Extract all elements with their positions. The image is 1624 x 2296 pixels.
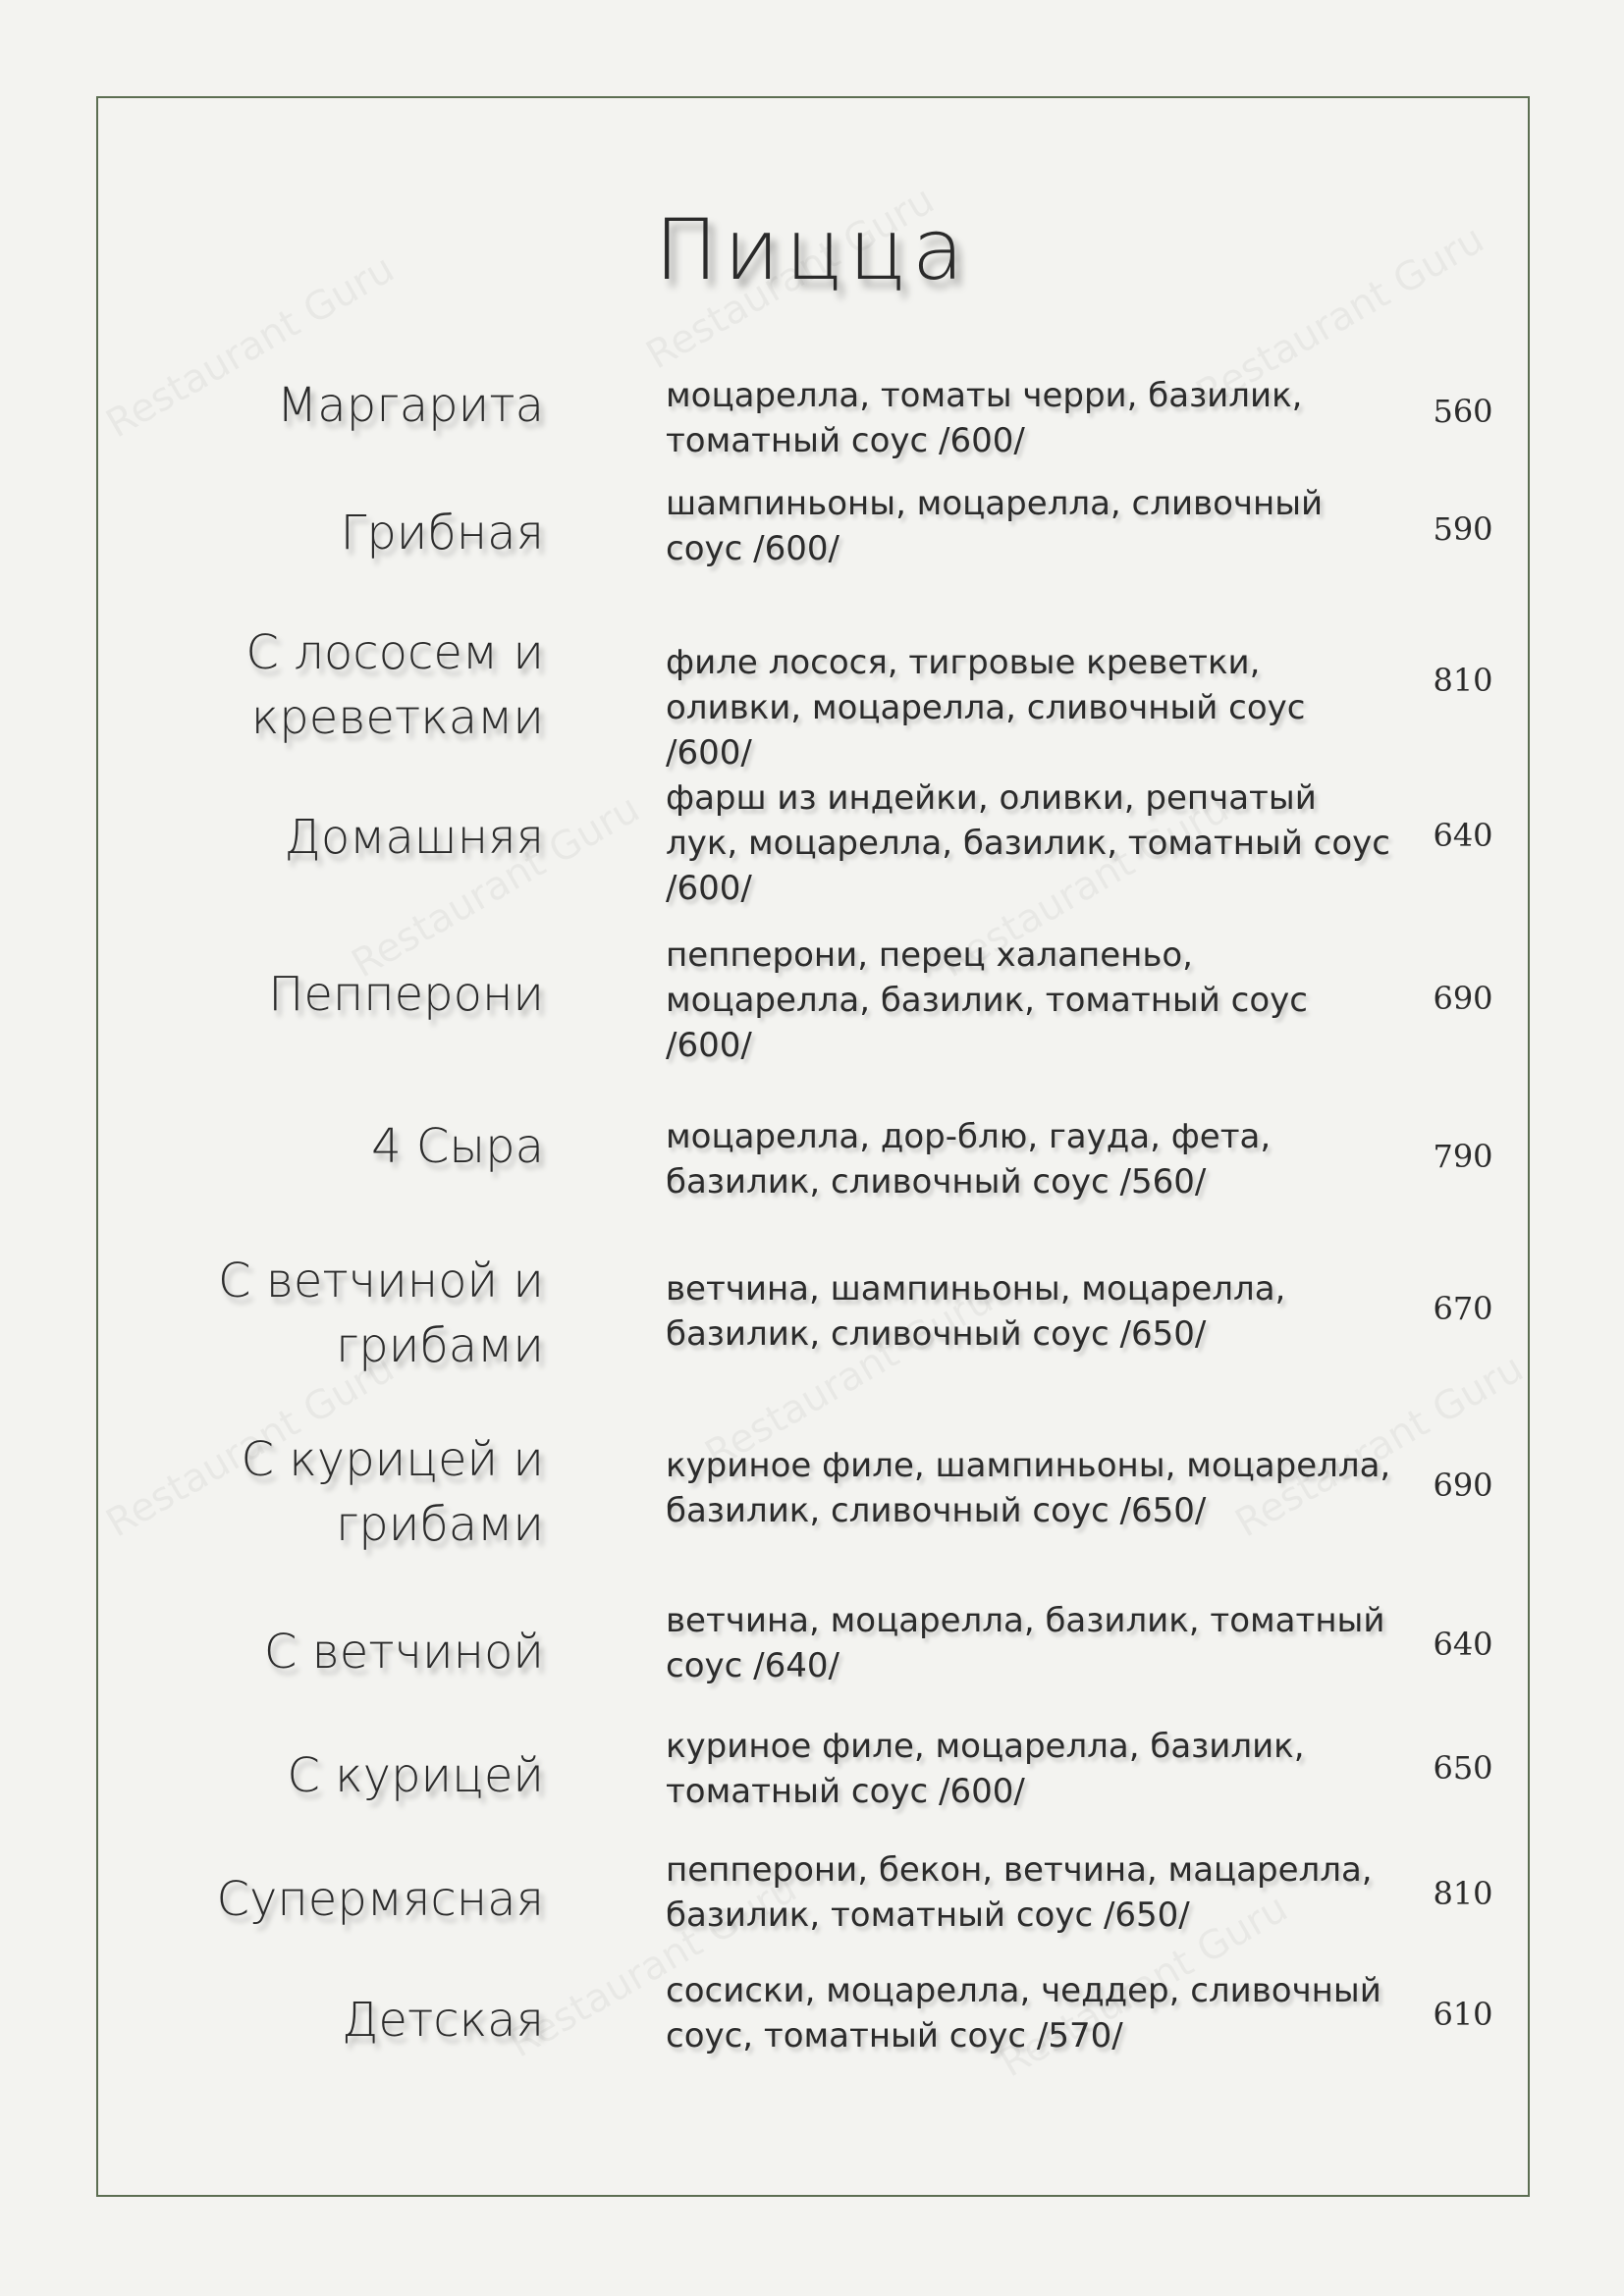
item-description: моцарелла, томаты черри, базилик, томатный соус /600/ bbox=[666, 376, 1303, 460]
item-price: 560 bbox=[1433, 393, 1493, 430]
item-description: сосиски, моцарелла, чеддер, сливочный соус, томатный соус /570/ bbox=[666, 1971, 1381, 2056]
item-description: ветчина, шампиньоны, моцарелла, базилик, сливочный соус /650/ bbox=[666, 1269, 1286, 1354]
item-name: Детская bbox=[342, 1993, 544, 2048]
item-price: 810 bbox=[1433, 662, 1493, 699]
item-description: моцарелла, дор-блю, гауда, фета, базилик, сливочный соус /560/ bbox=[666, 1117, 1272, 1201]
item-name: Супермясная bbox=[216, 1872, 544, 1927]
item-name: Пепперони bbox=[268, 967, 544, 1022]
item-price: 650 bbox=[1433, 1749, 1493, 1787]
item-description: шампиньоны, моцарелла, сливочный соус /600/ bbox=[666, 484, 1324, 568]
item-description: пепперони, бекон, ветчина, мацарелла, базилик, томатный соус /650/ bbox=[666, 1850, 1373, 1935]
item-price: 810 bbox=[1433, 1875, 1493, 1912]
item-name: С лососем и креветками bbox=[245, 625, 544, 745]
item-name: С курицей и грибами bbox=[241, 1432, 544, 1552]
item-price: 690 bbox=[1433, 1467, 1493, 1504]
item-description: куриное филе, шампиньоны, моцарелла, базилик, сливочный соус /650/ bbox=[666, 1446, 1391, 1530]
item-name: Домашняя bbox=[284, 810, 544, 865]
item-description: куриное филе, моцарелла, базилик, томатный соус /600/ bbox=[666, 1727, 1305, 1811]
item-price: 640 bbox=[1433, 817, 1493, 854]
item-name: Грибная bbox=[340, 506, 544, 561]
item-price: 690 bbox=[1433, 980, 1493, 1017]
item-description: ветчина, моцарелла, базилик, томатный соус /640/ bbox=[666, 1601, 1385, 1685]
item-price: 790 bbox=[1433, 1138, 1493, 1175]
item-description: филе лосося, тигровые креветки, оливки, моцарелла, сливочный соус /600/ bbox=[666, 643, 1306, 773]
item-price: 640 bbox=[1433, 1626, 1493, 1663]
item-name: 4 Сыра bbox=[371, 1119, 544, 1174]
page-title: Пицца bbox=[654, 201, 970, 299]
item-name: С курицей bbox=[287, 1748, 544, 1803]
item-price: 670 bbox=[1433, 1290, 1493, 1327]
item-name: Маргарита bbox=[276, 378, 544, 433]
item-price: 610 bbox=[1433, 1996, 1493, 2033]
item-name: С ветчиной и грибами bbox=[218, 1254, 544, 1373]
item-price: 590 bbox=[1433, 510, 1493, 548]
item-name: С ветчиной bbox=[263, 1625, 544, 1680]
item-description: пепперони, перец халапеньо, моцарелла, базилик, томатный соус /600/ bbox=[666, 935, 1308, 1065]
item-description: фарш из индейки, оливки, репчатый лук, моцарелла, базилик, томатный соус /600/ bbox=[666, 778, 1390, 908]
